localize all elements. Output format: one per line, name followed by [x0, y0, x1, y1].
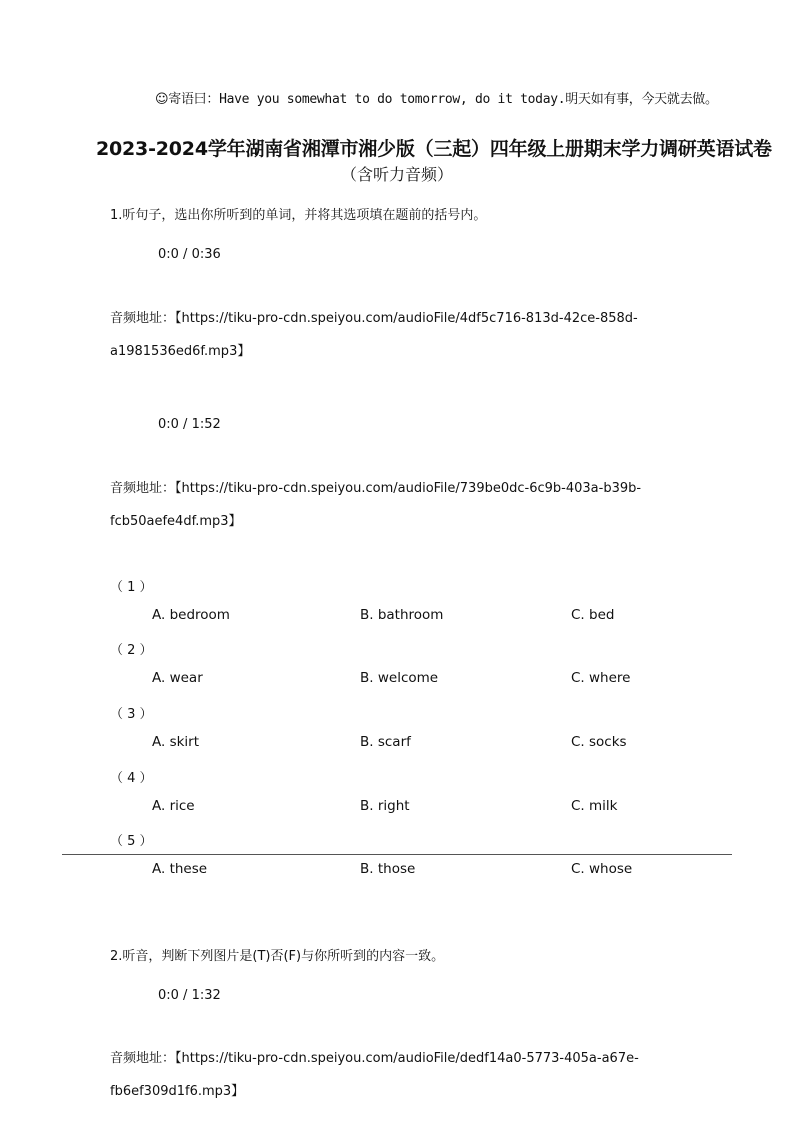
option-a: A. rice — [152, 798, 195, 814]
audio-address — [110, 1042, 639, 1108]
option-b: B. bathroom — [360, 607, 444, 623]
option-c: C. socks — [571, 734, 627, 750]
option-b: B. welcome — [360, 670, 439, 686]
motto-chinese: 明天如有事，今天就去做。 — [565, 92, 718, 107]
option-a: A. these — [152, 861, 208, 877]
motto-prefix: ☺寄语曰： — [155, 92, 220, 107]
option-a: A. skirt — [152, 734, 200, 750]
question-number: （ 3 ） — [110, 707, 153, 722]
option-c: C. where — [571, 670, 631, 686]
option-a: A. bedroom — [152, 607, 230, 623]
section2-instruction: 2.听音，判断下列图片是(T)否(F)与你所听到的内容一致。 — [110, 949, 445, 964]
audio-address-line1[interactable]: 音频地址：【https://tiku-pro-cdn.speiyou.com/audioFile/4df5c716-813d-42ce-858d- — [110, 311, 638, 326]
audio-address-line2[interactable]: a1981536ed6f.mp3】 — [110, 344, 251, 359]
audio-address — [110, 472, 641, 538]
option-b: B. those — [360, 861, 416, 877]
question-number: （ 5 ） — [110, 834, 153, 849]
option-b: B. scarf — [360, 734, 411, 750]
page-subtitle: （含听力音频） — [340, 165, 453, 184]
motto-english: Have you somewhat to do tomorrow, do it today. — [219, 92, 566, 107]
audio-player-time[interactable]: 0:0 / 0:36 — [158, 247, 221, 262]
option-c: C. bed — [571, 607, 615, 623]
audio-player-time[interactable]: 0:0 / 1:32 — [158, 988, 221, 1003]
audio-player-time[interactable]: 0:0 / 1:52 — [158, 417, 221, 432]
motto-line — [155, 88, 718, 107]
question-number: （ 2 ） — [110, 643, 153, 658]
audio-address-line1[interactable]: 音频地址：【https://tiku-pro-cdn.speiyou.com/audioFile/dedf14a0-5773-405a-a67e- — [110, 1051, 639, 1066]
audio-address-line2[interactable]: fcb50aefe4df.mp3】 — [110, 514, 242, 529]
horizontal-rule — [62, 854, 732, 855]
section1-instruction: 1.听句子，选出你所听到的单词，并将其选项填在题前的括号内。 — [110, 208, 487, 223]
audio-address-line2[interactable]: fb6ef309d1f6.mp3】 — [110, 1084, 245, 1099]
option-b: B. right — [360, 798, 410, 814]
audio-address — [110, 302, 638, 368]
question-number: （ 4 ） — [110, 771, 153, 786]
option-c: C. milk — [571, 798, 618, 814]
page-title: 2023-2024学年湖南省湘潭市湘少版（三起）四年级上册期末学力调研英语试卷 — [96, 138, 772, 160]
question-number: （ 1 ） — [110, 580, 153, 595]
audio-address-line1[interactable]: 音频地址：【https://tiku-pro-cdn.speiyou.com/audioFile/739be0dc-6c9b-403a-b39b- — [110, 481, 642, 496]
option-c: C. whose — [571, 861, 633, 877]
option-a: A. wear — [152, 670, 203, 686]
